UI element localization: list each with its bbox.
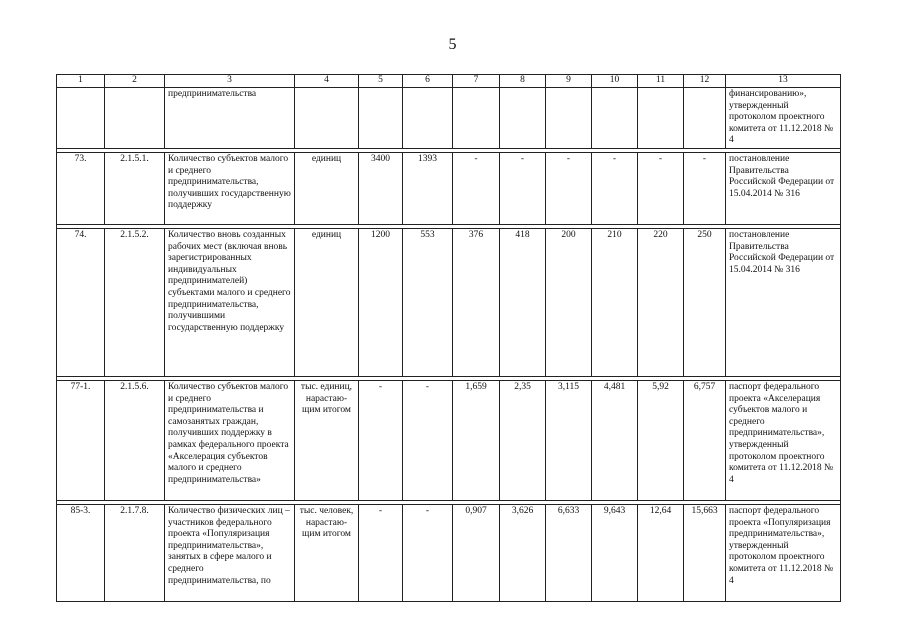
cell-value: - — [500, 152, 546, 224]
cell-code: 2.1.7.8. — [105, 504, 165, 601]
column-header: 2 — [105, 75, 165, 88]
cell-value: 4,481 — [592, 380, 638, 500]
cell-value: 200 — [546, 228, 592, 376]
cell-value: 553 — [403, 228, 453, 376]
cell-value: 1200 — [359, 228, 403, 376]
cell-indicator: Количество субъектов малого и среднего предпринимательства и самозанятых граждан, получивших поддержку в рамках федерального проекта «Акселерация субъектов малого и среднего предпринимательства» — [165, 380, 295, 500]
cell-unit: единиц — [295, 152, 359, 224]
page-number: 5 — [448, 36, 457, 53]
table-row — [57, 152, 841, 224]
cell-source: постановление Правительства Российской Федерации от 15.04.2014 № 316 — [726, 152, 841, 224]
cell-value: - — [359, 380, 403, 500]
cell-indicator: Количество вновь созданных рабочих мест (включая вновь зарегистрированных индивидуальных предпринимателей) субъектами малого и среднего предпринимательства, получившими государственную поддержку — [165, 228, 295, 376]
column-header: 4 — [295, 75, 359, 88]
cell-code: 2.1.5.6. — [105, 380, 165, 500]
column-header: 11 — [638, 75, 684, 88]
cell-number: 74. — [57, 228, 105, 376]
cell-value: 15,663 — [684, 504, 726, 601]
column-header: 6 — [403, 75, 453, 88]
cell-unit: единиц — [295, 228, 359, 376]
cell-source: финансированию», утвержденный протоколом проектного комитета от 11.12.2018 № 4 — [726, 88, 841, 149]
cell-value: 0,907 — [453, 504, 500, 601]
cell-value: - — [592, 152, 638, 224]
cell-value: - — [638, 152, 684, 224]
cell-source: паспорт федерального проекта «Акселерация субъектов малого и среднего предпринимательства», утвержденный протоколом проектного комитета от 11.12.2018 № 4 — [726, 380, 841, 500]
table-row — [57, 380, 841, 500]
cell-unit: тыс. человек, нарастаю-щим итогом — [295, 504, 359, 601]
cell-value: - — [453, 152, 500, 224]
cell-value: - — [403, 504, 453, 601]
cell-value: - — [546, 152, 592, 224]
column-header-row — [57, 75, 841, 88]
column-header: 10 — [592, 75, 638, 88]
cell-value: - — [684, 152, 726, 224]
cell-indicator: Количество субъектов малого и среднего предпринимательства, получивших государственную поддержку — [165, 152, 295, 224]
table-row — [57, 504, 841, 601]
column-header: 13 — [726, 75, 841, 88]
cell-source: постановление Правительства Российской Федерации от 15.04.2014 № 316 — [726, 228, 841, 376]
cell-value: 6,633 — [546, 504, 592, 601]
column-header: 1 — [57, 75, 105, 88]
cell-number: 77-1. — [57, 380, 105, 500]
cell-value: 376 — [453, 228, 500, 376]
cell-value: 5,92 — [638, 380, 684, 500]
cell-value: 6,757 — [684, 380, 726, 500]
column-header: 5 — [359, 75, 403, 88]
cell-value: 3,115 — [546, 380, 592, 500]
cell-value: 3400 — [359, 152, 403, 224]
column-header: 3 — [165, 75, 295, 88]
cell-value: 1,659 — [453, 380, 500, 500]
cell-value: 210 — [592, 228, 638, 376]
cell-value: - — [359, 504, 403, 601]
cell-indicator: предпринимательства — [165, 88, 295, 149]
table-row — [57, 228, 841, 376]
column-header: 7 — [453, 75, 500, 88]
cell-code: 2.1.5.2. — [105, 228, 165, 376]
cell-value: 2,35 — [500, 380, 546, 500]
cell-unit: тыс. единиц, нарастаю-щим итогом — [295, 380, 359, 500]
cell-value: 12,64 — [638, 504, 684, 601]
cell-value: 250 — [684, 228, 726, 376]
cell-number: 73. — [57, 152, 105, 224]
table-row-continuation — [57, 88, 841, 149]
cell-number: 85-3. — [57, 504, 105, 601]
cell-value: 1393 — [403, 152, 453, 224]
column-header: 9 — [546, 75, 592, 88]
column-header: 8 — [500, 75, 546, 88]
cell-indicator: Количество физических лиц – участников федерального проекта «Популяризация предпринимательства», занятых в сфере малого и среднего предпринимательства, по — [165, 504, 295, 601]
cell-value: 220 — [638, 228, 684, 376]
column-header: 12 — [684, 75, 726, 88]
indicators-table — [56, 74, 841, 602]
cell-code: 2.1.5.1. — [105, 152, 165, 224]
cell-value: - — [403, 380, 453, 500]
cell-value: 3,626 — [500, 504, 546, 601]
cell-value: 418 — [500, 228, 546, 376]
cell-value: 9,643 — [592, 504, 638, 601]
cell-source: паспорт федерального проекта «Популяризация предпринимательства», утвержденный протоколом проектного комитета от 11.12.2018 № 4 — [726, 504, 841, 601]
